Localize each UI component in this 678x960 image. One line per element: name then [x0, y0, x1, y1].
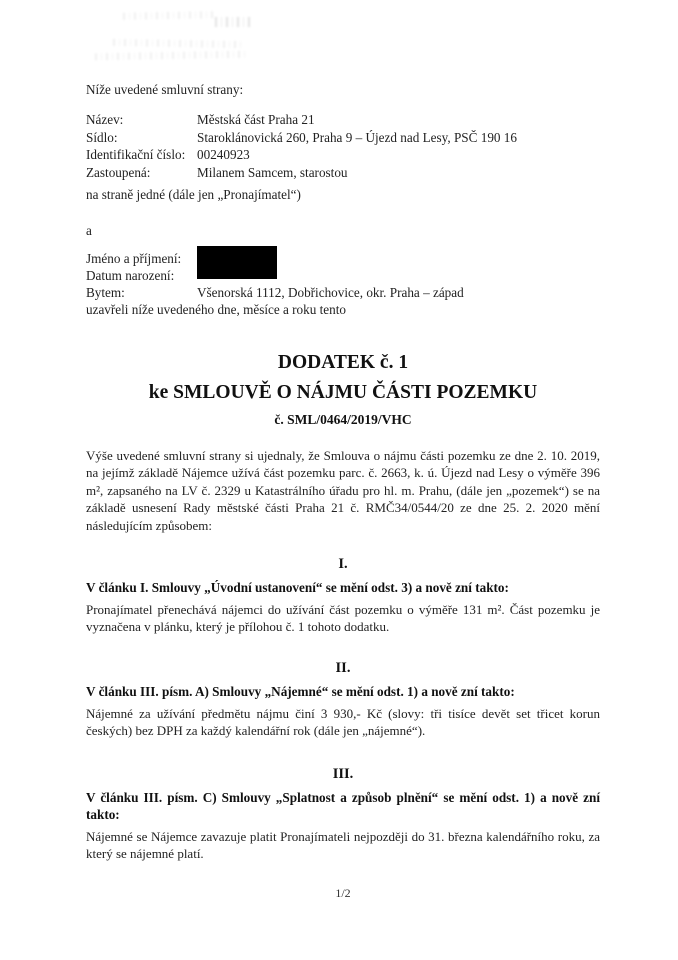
section-3	[86, 766, 600, 863]
parties-intro-line: Níže uvedené smluvní strany:	[86, 82, 244, 97]
section-2-heading: V článku III. písm. A) Smlouvy „Nájemné“ se mění odst. 1) a nově zní takto:	[86, 684, 515, 699]
lessor-row-value: Městská část Praha 21	[197, 112, 315, 127]
preamble-line: uzavřeli níže uvedeného dne, měsíce a roku tento	[86, 302, 346, 317]
lessor-row-value: Staroklánovická 260, Praha 9 – Újezd nad Lesy, PSČ 190 16	[197, 129, 517, 145]
stamp-smudge	[113, 39, 243, 48]
section-2	[86, 660, 600, 740]
section-2-body: Nájemné za užívání předmětu nájmu činí 3 930,- Kč (slovy: tři tisíce devět set třicet korun českých) bez DPH za každý kalendářní rok (dále jen „nájemné“).	[86, 706, 600, 739]
page-number: 1/2	[335, 886, 351, 900]
redaction-box	[197, 246, 277, 279]
stamp-smudge	[123, 11, 213, 20]
lessor-row-value: 00240923	[197, 147, 250, 163]
section-1	[86, 556, 600, 636]
faded-stamp	[95, 8, 270, 66]
lessee-row-label: Bytem:	[86, 285, 125, 301]
lessor-row-label: Zastoupená:	[86, 165, 151, 181]
section-1-body: Pronajímatel přenechává nájemci do užívání část pozemku o výměře 131 m². Část pozemku je vyznačena v plánku, který je přílohou č. 1 tohoto dodatku.	[86, 602, 600, 635]
lessor-row-label: Název:	[86, 112, 124, 127]
section-1-heading: V článku I. Smlouvy „Úvodní ustanovení“ se mění odst. 3) a nově zní takto:	[86, 580, 509, 595]
lessor-details-table	[86, 111, 606, 182]
section-2-numeral: II.	[335, 660, 351, 676]
conjunction-a: a	[86, 223, 92, 238]
title-amendment-number: DODATEK č. 1	[277, 352, 409, 373]
document-title-block	[86, 348, 600, 432]
lessor-row-label: Sídlo:	[86, 129, 118, 145]
stamp-smudge	[95, 51, 245, 61]
section-3-heading: V článku III. písm. C) Smlouvy „Splatnost a způsob plnění“ se mění odst. 1) a nově zní takto:	[86, 790, 600, 822]
lessor-designation-line: na straně jedné (dále jen „Pronajímatel“)	[86, 187, 301, 202]
lessor-row-value: Milanem Samcem, starostou	[197, 165, 348, 181]
lessee-row-label: Jméno a příjmení:	[86, 251, 182, 266]
title-contract-reference: č. SML/0464/2019/VHC	[274, 412, 412, 427]
lessee-details-table	[86, 250, 606, 302]
lessor-row-label: Identifikační číslo:	[86, 147, 186, 163]
lessee-row-value: Všenorská 1112, Dobřichovice, okr. Praha – západ	[197, 285, 464, 301]
stamp-smudge	[215, 17, 253, 27]
section-3-numeral: III.	[332, 766, 354, 782]
title-contract-name: ke SMLOUVĚ O NÁJMU ČÁSTI POZEMKU	[148, 382, 538, 403]
section-3-body: Nájemné se Nájemce zavazuje platit Pronajímateli nejpozději do 31. března kalendářního roku, za který se nájemné platí.	[86, 829, 600, 862]
lessee-row-label: Datum narození:	[86, 268, 175, 284]
section-1-numeral: I.	[338, 556, 348, 572]
recital-paragraph: Výše uvedené smluvní strany si ujednaly, že Smlouva o nájmu části pozemku ze dne 2. 10. 2019, na jejímž základě Nájemce užívá část pozemku parc. č. 2663, k. ú. Újezd nad Lesy o výměře 396 m², zapsaného na LV č. 2329 u Katastrálního úřadu pro hl. m. Prahu, (dále jen „pozemek“) se na základě usnesení Rady městské části Praha 21 č. RMČ34/0544/20 ze dne 25. 2. 2020 mění následujícím způsobem:	[86, 448, 600, 533]
